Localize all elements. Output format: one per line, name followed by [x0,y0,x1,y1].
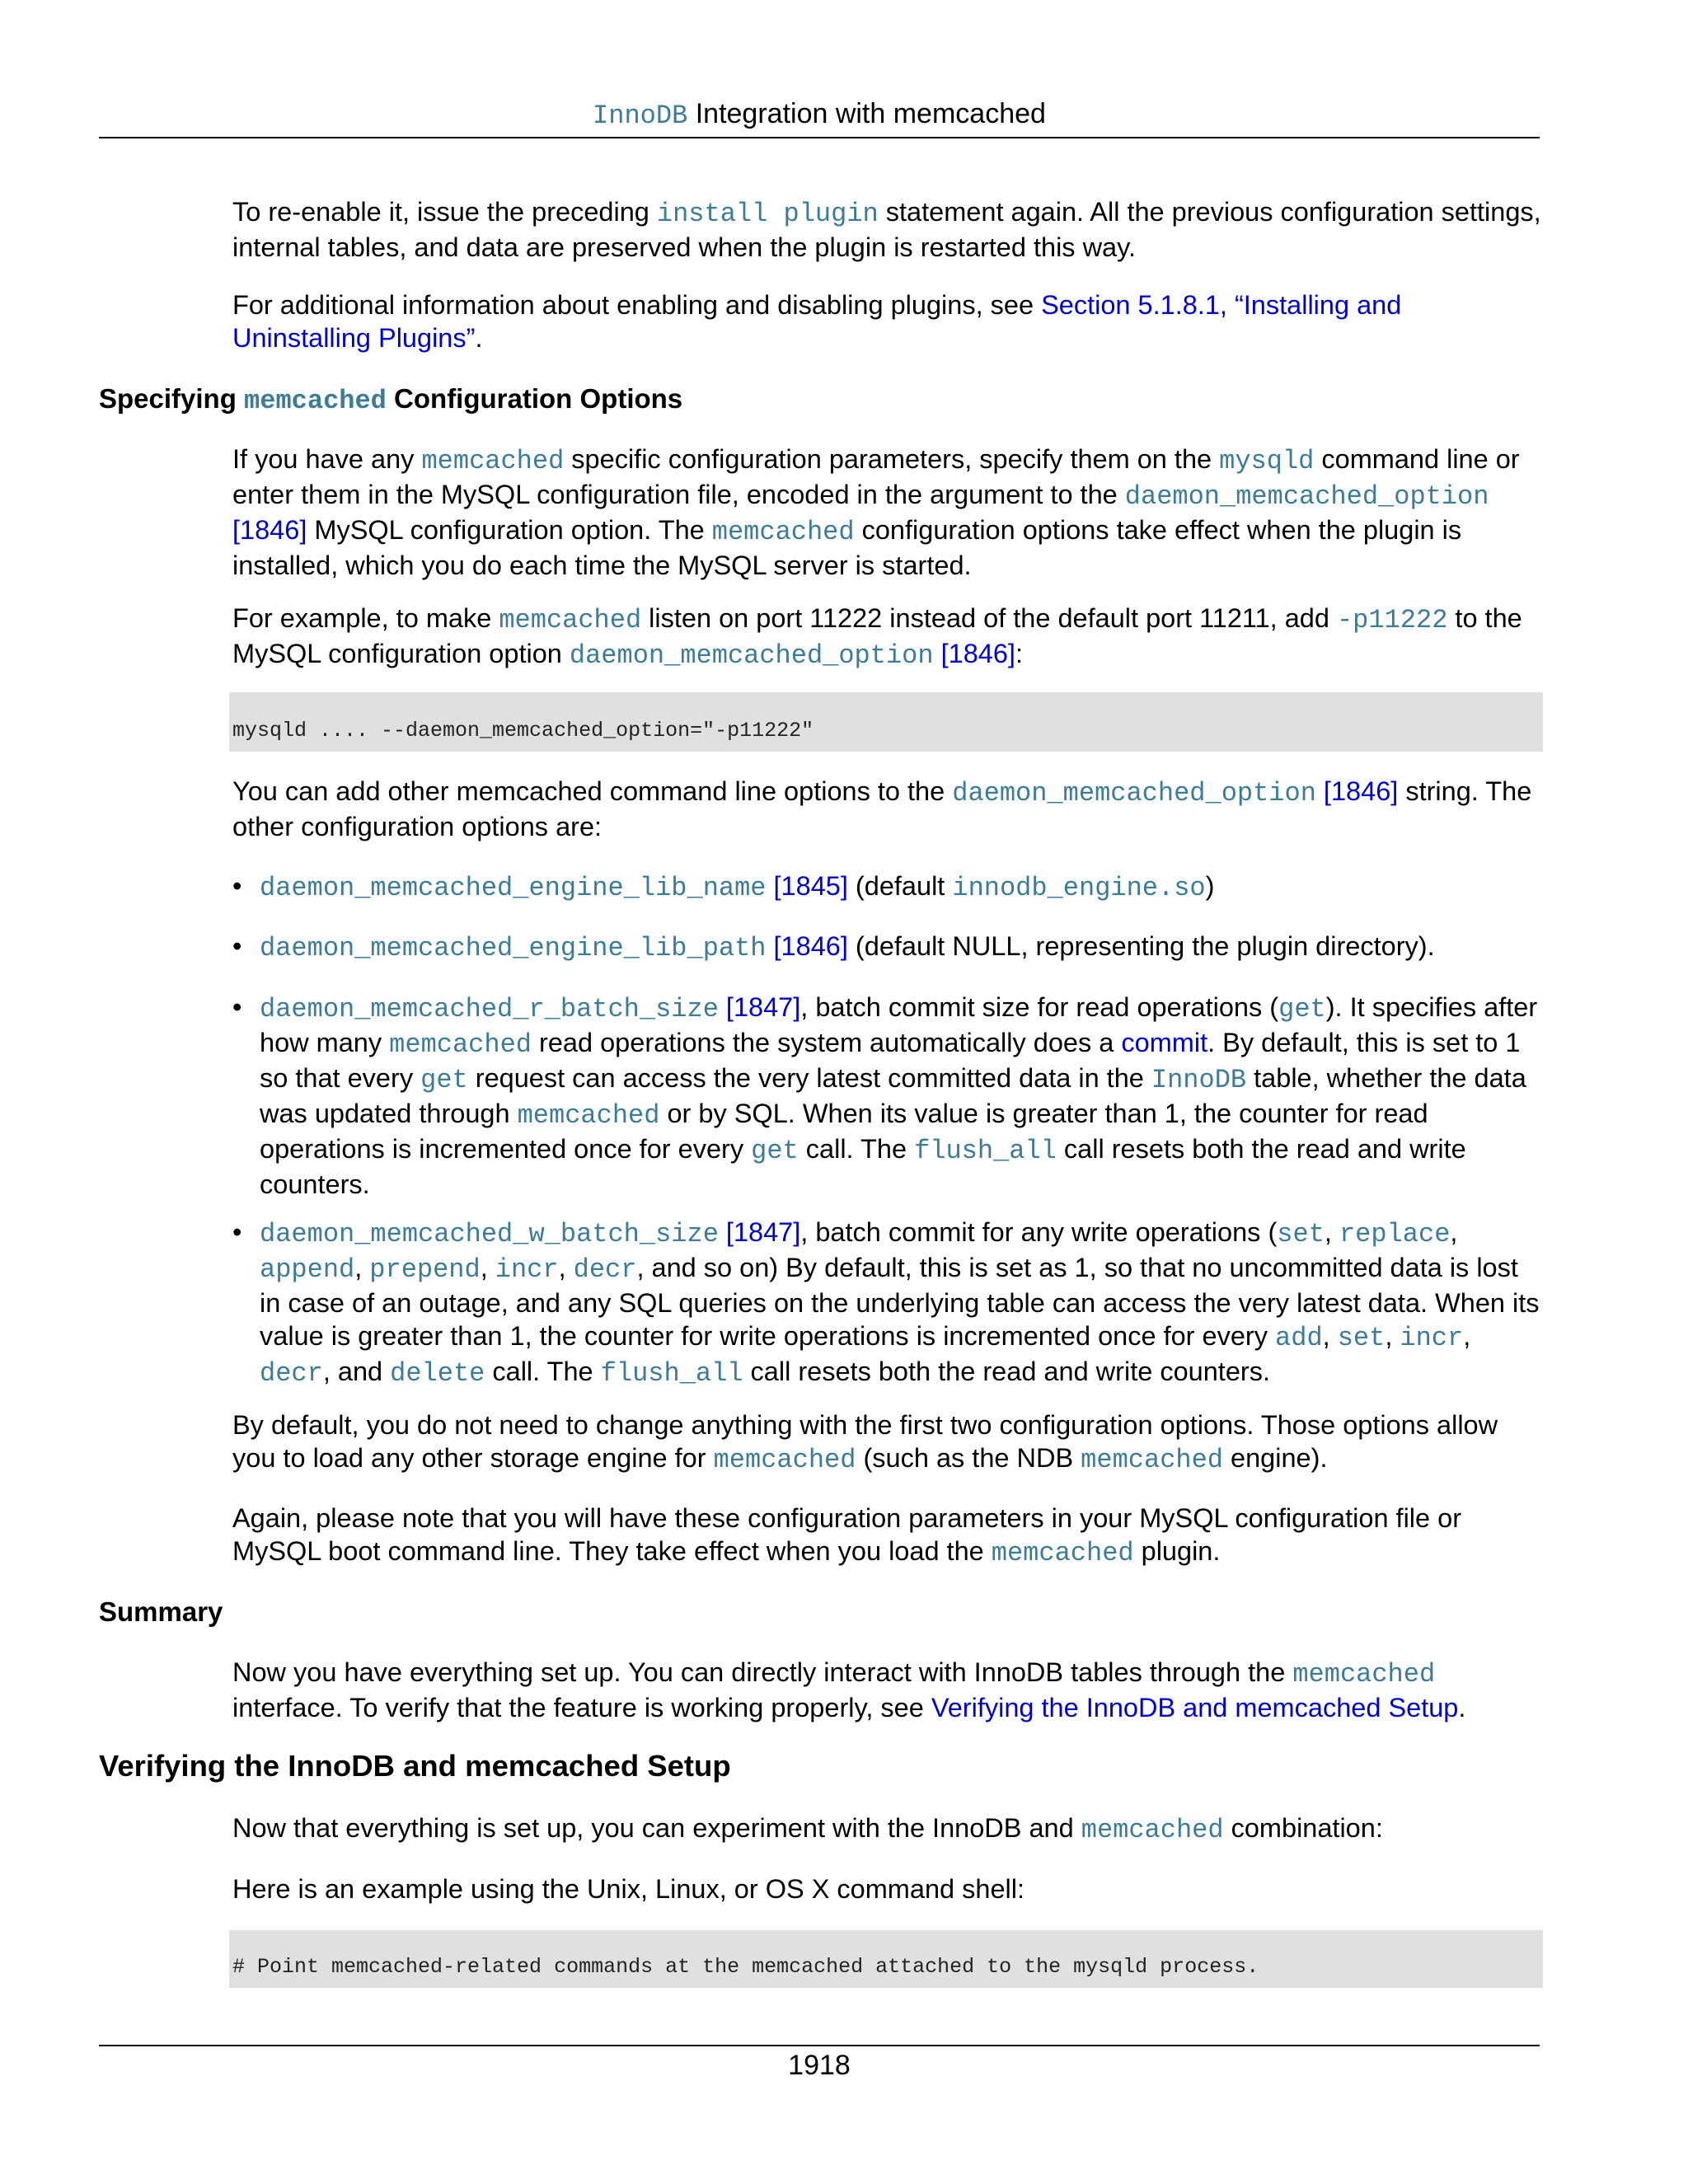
text: configuration options take effect when the plugin is installed, which you do each time the MySQL server is started. [232,515,1462,580]
text: For example, to make [232,603,499,633]
heading-summary: Summary [99,1596,223,1627]
text: read operations the system automatically does a [531,1028,1122,1057]
code-flush-all: flush_all [914,1136,1057,1166]
code-daemon-memcached-option: daemon_memcached_option [569,640,934,671]
text: For additional information about enabling and disabling plugins, see [232,290,1042,320]
text: , [1324,1217,1339,1247]
code-innodb: InnoDB [1151,1065,1247,1095]
code-memcached: memcached [711,517,855,547]
text: To re-enable it, issue the preceding [232,197,657,227]
code-daemon-memcached-option: daemon_memcached_option [1124,481,1489,512]
bullet-icon: • [232,871,242,901]
code-memcached: memcached [1081,1815,1224,1845]
text: Now you have everything set up. You can directly interact with InnoDB tables through the [232,1657,1293,1687]
code-option-name: daemon_memcached_w_batch_size [260,1219,719,1249]
code-block-mysqld [229,692,1543,752]
list-item-engine-lib-path [232,930,1543,963]
text: call. The [798,1134,915,1164]
text: Again, please note that you will have these configuration parameters in your MySQL configuration file or MySQL boot command line. They take effect when you load the [232,1503,1462,1566]
code-set: set [1337,1323,1386,1353]
list-item-engine-lib-name [232,869,1543,902]
text: or by SQL. When its value is greater than 1, the counter for read operations is incremented once for every [260,1099,1428,1164]
paragraph-reenable [232,195,1543,264]
text: , [480,1253,495,1282]
code-line: mysqld .... --daemon_memcached_option="-p11222" [232,719,814,743]
text: . [1458,1693,1466,1722]
code-delete: delete [390,1358,485,1389]
text: call resets both the read and write counters. [260,1134,1466,1199]
text: call. The [485,1357,601,1386]
text: , batch commit for any write operations ( [800,1217,1278,1247]
text: table, whether the data was updated through [260,1063,1526,1128]
bullet-icon: • [232,931,242,961]
code-memcached: memcached [713,1445,856,1475]
text: . By default, this is set to 1 so that every [260,1028,1521,1093]
text: Configuration Options [386,383,683,414]
text: interface. To verify that the feature is working properly, see [232,1693,931,1722]
text: , [558,1253,574,1282]
text: , batch commit size for read operations ( [800,992,1279,1022]
link-ref-1846[interactable]: [1846] [933,639,1015,668]
code-incr: incr [495,1254,559,1285]
code-line: # Point memcached-related commands at the memcached attached to the mysqld process. [232,1955,1259,1979]
code-install-plugin: install plugin [656,199,879,229]
code-innodb-engine-so: innodb_engine.so [952,873,1206,903]
text: (default NULL, representing the plugin directory). [847,931,1435,961]
text: , and [322,1357,391,1386]
text: Specifying [99,383,245,414]
text: to the MySQL configuration option [232,603,1522,668]
text: listen on port 11222 instead of the default port 11211, add [641,603,1337,633]
paragraph-you-can-add [232,775,1543,843]
code-memcached: memcached [1292,1659,1436,1690]
link-ref-1845[interactable]: [1845] [766,871,848,901]
list-item-text [260,991,1543,1201]
page-header [99,96,1540,134]
code-replace: replace [1339,1219,1451,1249]
code-add: add [1275,1323,1323,1353]
link-commit[interactable]: commit [1121,1028,1208,1057]
text: (such as the NDB [856,1443,1081,1473]
header-divider [99,137,1540,138]
text: . [475,323,483,353]
code-option-name: daemon_memcached_engine_lib_name [260,873,767,903]
text: string. The other configuration options are: [232,776,1532,841]
link-verifying-setup[interactable]: Verifying the InnoDB and memcached Setup [931,1693,1459,1722]
list-item-w-batch-size [232,1216,1543,1389]
header-title: Integration with memcached [687,98,1046,129]
link-section-installing-plugins[interactable]: Section 5.1.8.1, “Installing and Uninstalling Plugins” [232,290,1402,353]
code-get: get [420,1065,468,1095]
code-prepend: prepend [369,1254,481,1285]
list-item-text [260,930,1543,965]
list-item-text [260,1216,1543,1390]
text: statement again. All the previous configuration settings, internal tables, and data are preserved when the plugin is restarted this way. [232,197,1541,262]
code-memcached: memcached [1081,1445,1223,1475]
paragraph-again [232,1502,1543,1570]
text: By default, you do not need to change anything with the first two configuration options. Those options allow you to load any other storage engine for [232,1410,1498,1473]
code-incr: incr [1400,1323,1464,1353]
paragraph-for-example [232,602,1543,673]
text: , [1322,1321,1338,1351]
text: : [1015,639,1023,668]
code-memcached: memcached [421,446,565,476]
code-memcached: memcached [991,1538,1134,1568]
paragraph-by-default [232,1408,1543,1477]
bullet-icon: • [232,1217,242,1247]
text: ) [1205,871,1215,901]
code-decr: decr [573,1254,637,1285]
code-memcached: memcached [517,1100,660,1131]
code-set: set [1277,1219,1325,1249]
text: , and so on) By default, this is set as 1, so that no uncommitted data is lost in case of an outage, and any SQL queries on the underlying table can access the very latest data. When its value is greater than 1, the counter for write operations is incremented once for every [260,1253,1540,1351]
list-item-r-batch-size [232,991,1543,1199]
text: engine). [1223,1443,1328,1473]
code-decr: decr [260,1358,323,1389]
text: You can add other memcached command line options to the [232,776,953,806]
list-item-text [260,869,1543,905]
text: call resets both the read and write counters. [743,1357,1271,1386]
text: (default [847,871,953,901]
code-append: append [260,1254,355,1285]
code-block-shell [229,1930,1543,1988]
paragraph-summary [232,1656,1543,1724]
code-option-name: daemon_memcached_engine_lib_path [260,933,767,963]
page-number: 1918 [788,2050,851,2081]
text: Now that everything is set up, you can experiment with the InnoDB and [232,1813,1081,1843]
code-daemon-memcached-option: daemon_memcached_option [952,778,1316,808]
link-ref-1846[interactable]: [1846] [1315,776,1399,806]
text: If you have any [232,444,422,474]
code-flush-all: flush_all [600,1358,743,1389]
text: , [1385,1321,1400,1351]
paragraph-here-is: Here is an example using the Unix, Linux, or OS X command shell: [232,1874,1025,1904]
heading-specifying-options [99,381,1540,419]
text: ). It specifies after how many [260,992,1538,1057]
heading-verifying-setup: Verifying the InnoDB and memcached Setup [99,1749,731,1783]
header-code: InnoDB [593,101,688,131]
text: , [1463,1321,1471,1351]
bullet-icon: • [232,992,242,1022]
link-ref-1847[interactable]: [1847] [718,1217,801,1247]
link-ref-1847[interactable]: [1847] [718,992,801,1022]
code-p11222: -p11222 [1336,605,1448,635]
link-ref-1846[interactable]: [1846] [766,931,848,961]
text: MySQL configuration option. The [307,515,712,545]
code-get: get [1278,994,1326,1024]
code-option-name: daemon_memcached_r_batch_size [260,994,719,1024]
paragraph-if-you-have [232,443,1543,582]
text: combination: [1223,1813,1383,1843]
code-memcached: memcached [244,386,387,416]
text: specific configuration parameters, specify them on the [564,444,1220,474]
code-memcached: memcached [499,605,642,635]
text: plugin. [1133,1536,1221,1566]
text: request can access the very latest committed data in the [467,1063,1151,1093]
text: command line or enter them in the MySQL configuration file, encoded in the argument to the [232,444,1520,509]
paragraph-now-that [232,1811,1543,1847]
text: , [354,1253,370,1282]
link-ref-1846[interactable]: [1846] [232,515,307,545]
code-memcached: memcached [389,1029,532,1060]
code-get: get [751,1136,799,1166]
footer-divider [99,2045,1540,2046]
paragraph-additional-info [232,288,1543,354]
code-mysqld: mysqld [1219,446,1315,476]
text: , [1450,1217,1458,1247]
